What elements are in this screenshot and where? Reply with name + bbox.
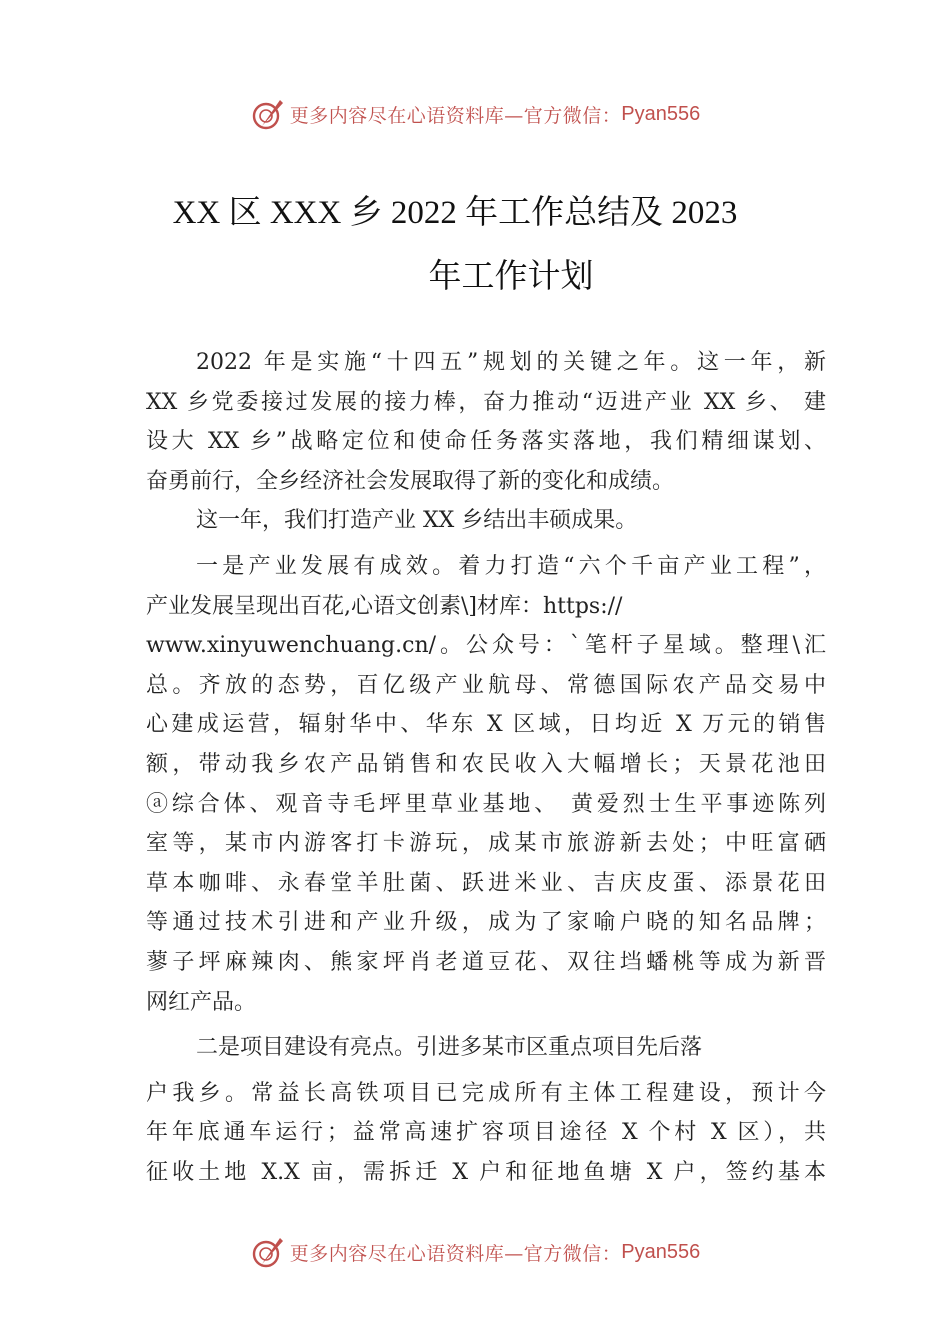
banner-wechat-id: Pyan556 <box>621 1240 701 1263</box>
text-line: 户我乡。常益长高铁项目已完成所有主体工程建设，预计今 <box>146 1080 826 1106</box>
text-line: 2022 年是实施“十四五”规划的关键之年。这一年，新 <box>196 350 826 375</box>
text-line: 奋勇前行，全乡经济社会发展取得了新的变化和成绩。 <box>146 468 675 494</box>
text-line: 征收土地 X.X 亩，需拆迁 X 户和征地鱼塘 X 户，签约基本 <box>146 1159 826 1185</box>
text-line: 心建成运营，辐射华中、华东 X 区域，日均近 X 万元的销售 <box>146 712 826 738</box>
document-title-line-2: 年工作计划 <box>428 259 594 295</box>
text-line: 草本咖啡、永春堂羊肚菌、跃进米业、吉庆皮蛋、添景花田 <box>146 870 826 896</box>
text-line: www.xinyuwenchuang.cn/。公众号：`笔杆子星域。整理\汇 <box>146 633 826 659</box>
header-watermark-banner <box>0 92 950 136</box>
text-line: 额，带动我乡农产品销售和农民收入大幅增长；天景花池田 <box>146 751 826 777</box>
text-line: ⓐ综合体、观音寺毛坪里草业基地、 黄爱烈士生平事迹陈列 <box>146 791 826 817</box>
quill-logo-icon <box>250 1234 286 1270</box>
text-line: 这一年，我们打造产业 XX 乡结出丰硕成果。 <box>196 508 638 534</box>
text-line: 室等，某市内游客打卡游玩，成某市旅游新去处；中旺富硒 <box>146 831 826 857</box>
text-line: XX 乡党委接过发展的接力棒，奋力推动“迈进产业 XX 乡、 建 <box>146 389 826 415</box>
text-line: 等通过技术引进和产业升级，成为了家喻户晓的知名品牌； <box>146 910 826 936</box>
text-line: 一是产业发展有成效。着力打造“六个千亩产业工程”， <box>196 553 826 579</box>
banner-wechat-id: Pyan556 <box>621 102 701 125</box>
document-title-line-1: XX 区 XXX 乡 2022 年工作总结及 2023 <box>172 195 738 231</box>
text-line: 设大 XX 乡”战略定位和使命任务落实落地，我们精细谋划、 <box>146 429 826 455</box>
text-line: 产业发展呈现出百花,心语文创素\]材库：https:// <box>146 593 623 619</box>
footer-watermark-banner <box>0 1230 950 1274</box>
text-line: 蓼子坪麻辣肉、熊家坪肖老道豆花、双往垱蟠桃等成为新晋 <box>146 949 826 975</box>
banner-text: 更多内容尽在心语资料库—官方微信： <box>289 104 622 127</box>
text-line: 网红产品。 <box>146 989 257 1015</box>
text-line: 二是项目建设有亮点。引进多某市区重点项目先后落 <box>196 1035 703 1061</box>
document-body <box>146 343 826 1192</box>
banner-text: 更多内容尽在心语资料库—官方微信： <box>289 1242 622 1265</box>
text-line: 总。齐放的态势，百亿级产业航母、常德国际农产品交易中 <box>146 672 826 698</box>
text-line: 年年底通车运行；益常高速扩容项目途径 X 个村 X 区），共 <box>146 1120 826 1146</box>
quill-logo-icon <box>250 96 286 132</box>
